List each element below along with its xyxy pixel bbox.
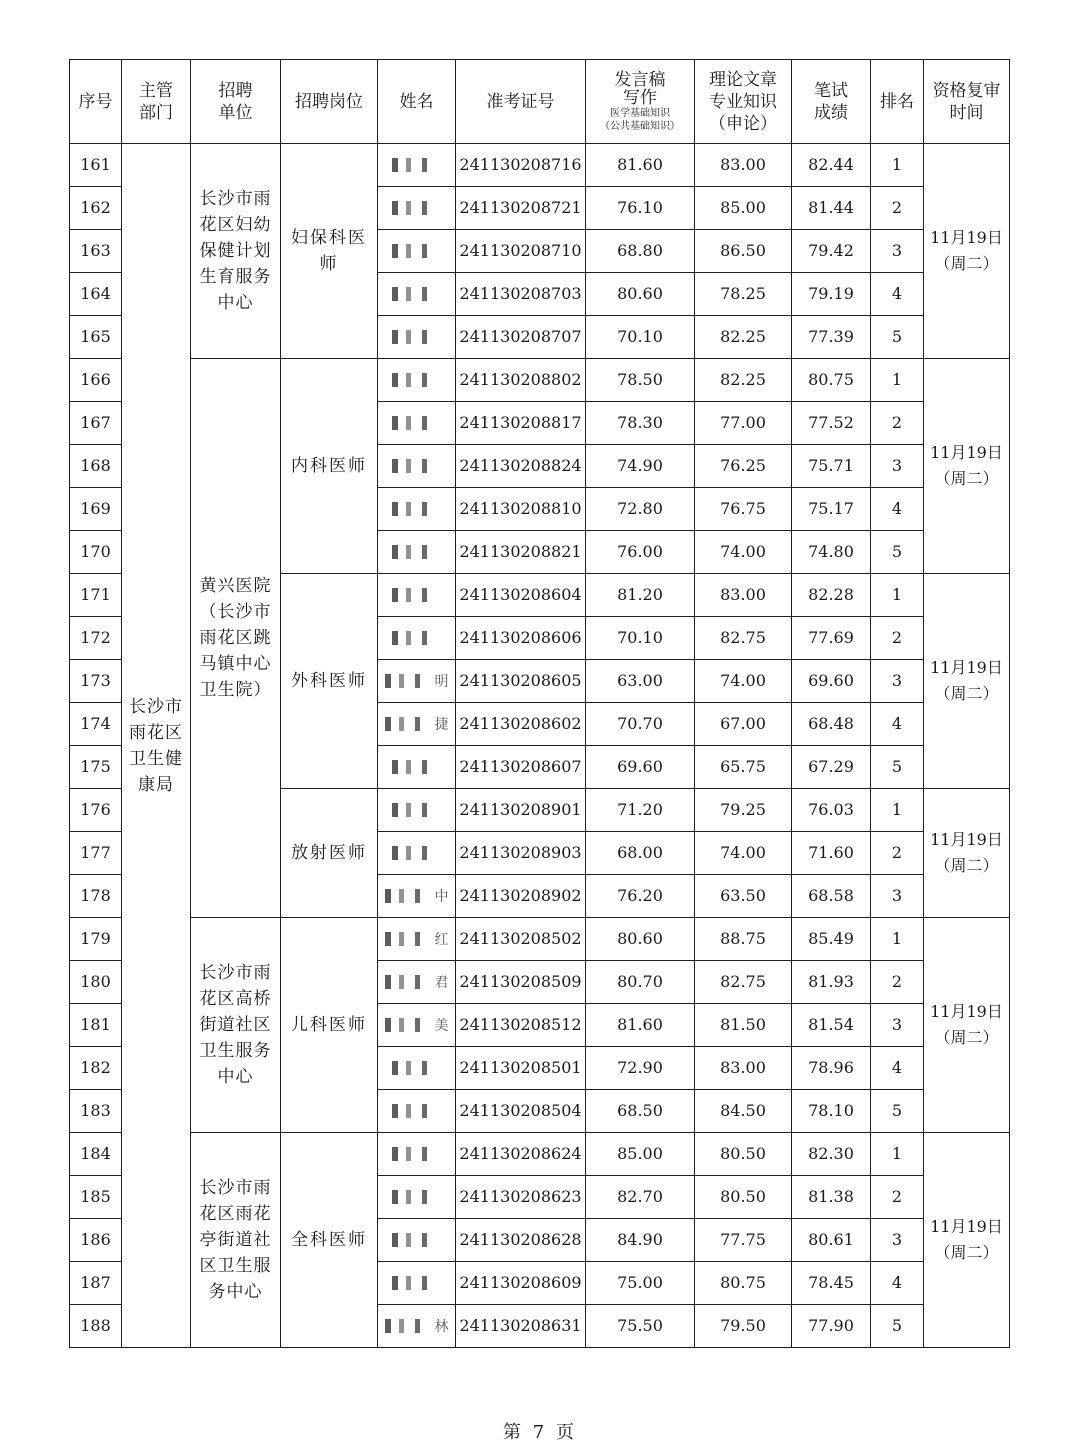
cell-speech-score: 82.70 bbox=[586, 1176, 695, 1219]
cell-no: 178 bbox=[70, 875, 122, 918]
redacted-name-icon bbox=[392, 1104, 440, 1118]
header-name: 姓名 bbox=[378, 60, 456, 144]
cell-speech-score: 80.70 bbox=[586, 961, 695, 1004]
header-written-text: 笔试 成绩 bbox=[814, 80, 848, 123]
cell-written-score: 82.30 bbox=[792, 1133, 871, 1176]
table-row bbox=[70, 144, 1010, 187]
cell-rank: 2 bbox=[871, 402, 924, 445]
cell-ticket: 241130208624 bbox=[456, 1133, 586, 1176]
cell-speech-score: 81.60 bbox=[586, 144, 695, 187]
cell-no: 181 bbox=[70, 1004, 122, 1047]
cell-no: 174 bbox=[70, 703, 122, 746]
cell-no: 182 bbox=[70, 1047, 122, 1090]
cell-written-score: 69.60 bbox=[792, 660, 871, 703]
cell-written-score: 85.49 bbox=[792, 918, 871, 961]
cell-no: 179 bbox=[70, 918, 122, 961]
review-date-cell bbox=[924, 144, 1010, 359]
cell-speech-score: 76.10 bbox=[586, 187, 695, 230]
cell-rank: 4 bbox=[871, 1262, 924, 1305]
cell-theory-score: 78.25 bbox=[695, 273, 792, 316]
cell-written-score: 75.17 bbox=[792, 488, 871, 531]
cell-speech-score: 75.00 bbox=[586, 1262, 695, 1305]
name-cell bbox=[378, 703, 456, 746]
name-cell bbox=[378, 961, 456, 1004]
cell-theory-score: 80.50 bbox=[695, 1176, 792, 1219]
cell-ticket: 241130208710 bbox=[456, 230, 586, 273]
header-unit-text: 招聘 单位 bbox=[218, 80, 253, 123]
unit-cell bbox=[191, 918, 281, 1133]
cell-ticket: 241130208504 bbox=[456, 1090, 586, 1133]
redacted-name-icon bbox=[392, 1276, 440, 1290]
cell-rank: 5 bbox=[871, 531, 924, 574]
redacted-name-icon bbox=[385, 889, 433, 903]
header-unit bbox=[191, 60, 281, 144]
cell-rank: 4 bbox=[871, 488, 924, 531]
cell-speech-score: 71.20 bbox=[586, 789, 695, 832]
header-review-text: 资格复审 时间 bbox=[932, 80, 1001, 123]
name-cell bbox=[378, 1176, 456, 1219]
cell-theory-score: 86.50 bbox=[695, 230, 792, 273]
cell-rank: 3 bbox=[871, 660, 924, 703]
name-cell bbox=[378, 1262, 456, 1305]
cell-written-score: 67.29 bbox=[792, 746, 871, 789]
cell-ticket: 241130208703 bbox=[456, 273, 586, 316]
department-text: 长沙市 雨花区 卫生健 康局 bbox=[129, 696, 183, 795]
cell-no: 161 bbox=[70, 144, 122, 187]
cell-ticket: 241130208605 bbox=[456, 660, 586, 703]
cell-speech-score: 85.00 bbox=[586, 1133, 695, 1176]
cell-speech-score: 76.00 bbox=[586, 531, 695, 574]
cell-no: 163 bbox=[70, 230, 122, 273]
cell-written-score: 74.80 bbox=[792, 531, 871, 574]
cell-written-score: 76.03 bbox=[792, 789, 871, 832]
redacted-name-icon bbox=[392, 1061, 440, 1075]
redacted-name-icon bbox=[385, 1018, 433, 1032]
cell-theory-score: 74.00 bbox=[695, 531, 792, 574]
cell-ticket: 241130208903 bbox=[456, 832, 586, 875]
header-row bbox=[70, 60, 1010, 144]
cell-written-score: 77.69 bbox=[792, 617, 871, 660]
name-cell bbox=[378, 746, 456, 789]
cell-rank: 3 bbox=[871, 1004, 924, 1047]
unit-text: 长沙市雨 花区雨花 亭街道社 区卫生服 务中心 bbox=[199, 1178, 272, 1302]
name-cell bbox=[378, 660, 456, 703]
cell-no: 175 bbox=[70, 746, 122, 789]
cell-speech-score: 81.20 bbox=[586, 574, 695, 617]
name-cell bbox=[378, 1047, 456, 1090]
cell-no: 164 bbox=[70, 273, 122, 316]
name-cell bbox=[378, 273, 456, 316]
position-text: 外科医师 bbox=[291, 671, 367, 691]
position-cell bbox=[281, 918, 378, 1133]
cell-theory-score: 76.25 bbox=[695, 445, 792, 488]
cell-no: 176 bbox=[70, 789, 122, 832]
cell-ticket: 241130208604 bbox=[456, 574, 586, 617]
cell-written-score: 77.39 bbox=[792, 316, 871, 359]
unit-cell bbox=[191, 1133, 281, 1348]
cell-speech-score: 80.60 bbox=[586, 273, 695, 316]
cell-written-score: 79.42 bbox=[792, 230, 871, 273]
cell-rank: 3 bbox=[871, 1219, 924, 1262]
header-dept-text: 主管 部门 bbox=[139, 80, 173, 123]
cell-speech-score: 70.10 bbox=[586, 316, 695, 359]
table-row bbox=[70, 918, 1010, 961]
cell-speech-score: 70.70 bbox=[586, 703, 695, 746]
cell-theory-score: 77.75 bbox=[695, 1219, 792, 1262]
cell-ticket: 241130208607 bbox=[456, 746, 586, 789]
cell-theory-score: 80.75 bbox=[695, 1262, 792, 1305]
cell-no: 171 bbox=[70, 574, 122, 617]
name-cell bbox=[378, 1133, 456, 1176]
cell-rank: 2 bbox=[871, 187, 924, 230]
cell-speech-score: 75.50 bbox=[586, 1305, 695, 1348]
cell-ticket: 241130208902 bbox=[456, 875, 586, 918]
header-theory-text: 理论文章 专业知识 （申论） bbox=[709, 69, 777, 134]
review-date-cell bbox=[924, 359, 1010, 574]
name-visible-char: 捷 bbox=[434, 716, 449, 733]
cell-theory-score: 76.75 bbox=[695, 488, 792, 531]
cell-no: 166 bbox=[70, 359, 122, 402]
name-visible-char: 红 bbox=[434, 931, 449, 948]
cell-ticket: 241130208602 bbox=[456, 703, 586, 746]
cell-theory-score: 74.00 bbox=[695, 832, 792, 875]
cell-theory-score: 83.00 bbox=[695, 144, 792, 187]
cell-ticket: 241130208502 bbox=[456, 918, 586, 961]
cell-speech-score: 84.90 bbox=[586, 1219, 695, 1262]
name-cell bbox=[378, 187, 456, 230]
cell-theory-score: 63.50 bbox=[695, 875, 792, 918]
cell-written-score: 71.60 bbox=[792, 832, 871, 875]
table-row bbox=[70, 1133, 1010, 1176]
header-no: 序号 bbox=[70, 60, 122, 144]
cell-theory-score: 84.50 bbox=[695, 1090, 792, 1133]
cell-speech-score: 81.60 bbox=[586, 1004, 695, 1047]
redacted-name-icon bbox=[392, 803, 440, 817]
review-date-text: 11月19日 （周二） bbox=[930, 1217, 1003, 1262]
cell-written-score: 81.38 bbox=[792, 1176, 871, 1219]
header-review bbox=[924, 60, 1010, 144]
cell-speech-score: 76.20 bbox=[586, 875, 695, 918]
header-speech-main: 发言稿 写作 bbox=[614, 69, 666, 108]
name-cell bbox=[378, 316, 456, 359]
name-cell bbox=[378, 617, 456, 660]
cell-rank: 1 bbox=[871, 789, 924, 832]
cell-ticket: 241130208628 bbox=[456, 1219, 586, 1262]
cell-ticket: 241130208721 bbox=[456, 187, 586, 230]
unit-cell bbox=[191, 359, 281, 918]
review-date-text: 11月19日 （周二） bbox=[930, 228, 1003, 273]
cell-theory-score: 79.25 bbox=[695, 789, 792, 832]
cell-ticket: 241130208623 bbox=[456, 1176, 586, 1219]
cell-rank: 4 bbox=[871, 273, 924, 316]
review-date-text: 11月19日 （周二） bbox=[930, 443, 1003, 488]
cell-rank: 1 bbox=[871, 1133, 924, 1176]
redacted-name-icon bbox=[385, 674, 433, 688]
redacted-name-icon bbox=[385, 1319, 433, 1333]
cell-rank: 4 bbox=[871, 1047, 924, 1090]
redacted-name-icon bbox=[392, 244, 440, 258]
redacted-name-icon bbox=[385, 932, 433, 946]
cell-written-score: 68.48 bbox=[792, 703, 871, 746]
cell-theory-score: 88.75 bbox=[695, 918, 792, 961]
cell-ticket: 241130208810 bbox=[456, 488, 586, 531]
cell-rank: 5 bbox=[871, 1305, 924, 1348]
cell-written-score: 81.44 bbox=[792, 187, 871, 230]
header-speech-sub2: （公共基础知识） bbox=[600, 120, 680, 132]
cell-theory-score: 74.00 bbox=[695, 660, 792, 703]
cell-rank: 1 bbox=[871, 574, 924, 617]
position-cell bbox=[281, 1133, 378, 1348]
name-cell bbox=[378, 1090, 456, 1133]
cell-ticket: 241130208606 bbox=[456, 617, 586, 660]
cell-rank: 5 bbox=[871, 1090, 924, 1133]
cell-written-score: 78.96 bbox=[792, 1047, 871, 1090]
redacted-name-icon bbox=[392, 416, 440, 430]
position-cell bbox=[281, 359, 378, 574]
cell-no: 165 bbox=[70, 316, 122, 359]
cell-speech-score: 69.60 bbox=[586, 746, 695, 789]
cell-rank: 2 bbox=[871, 961, 924, 1004]
redacted-name-icon bbox=[385, 975, 433, 989]
position-text: 放射医师 bbox=[291, 843, 367, 863]
cell-ticket: 241130208631 bbox=[456, 1305, 586, 1348]
name-cell bbox=[378, 789, 456, 832]
cell-no: 167 bbox=[70, 402, 122, 445]
name-cell bbox=[378, 875, 456, 918]
header-written bbox=[792, 60, 871, 144]
position-cell bbox=[281, 144, 378, 359]
redacted-name-icon bbox=[392, 846, 440, 860]
cell-speech-score: 68.00 bbox=[586, 832, 695, 875]
cell-rank: 2 bbox=[871, 1176, 924, 1219]
redacted-name-icon bbox=[392, 1190, 440, 1204]
name-cell bbox=[378, 402, 456, 445]
table-row bbox=[70, 359, 1010, 402]
cell-ticket: 241130208817 bbox=[456, 402, 586, 445]
review-date-cell bbox=[924, 1133, 1010, 1348]
cell-written-score: 78.45 bbox=[792, 1262, 871, 1305]
cell-no: 183 bbox=[70, 1090, 122, 1133]
cell-theory-score: 82.75 bbox=[695, 617, 792, 660]
review-date-text: 11月19日 （周二） bbox=[930, 830, 1003, 875]
name-cell bbox=[378, 531, 456, 574]
cell-rank: 1 bbox=[871, 144, 924, 187]
redacted-name-icon bbox=[392, 158, 440, 172]
cell-no: 173 bbox=[70, 660, 122, 703]
cell-rank: 4 bbox=[871, 703, 924, 746]
cell-written-score: 68.58 bbox=[792, 875, 871, 918]
table-body bbox=[70, 144, 1010, 1348]
cell-speech-score: 78.50 bbox=[586, 359, 695, 402]
review-date-text: 11月19日 （周二） bbox=[930, 658, 1003, 703]
header-position: 招聘岗位 bbox=[281, 60, 378, 144]
name-cell bbox=[378, 230, 456, 273]
redacted-name-icon bbox=[392, 502, 440, 516]
cell-written-score: 75.71 bbox=[792, 445, 871, 488]
cell-written-score: 77.52 bbox=[792, 402, 871, 445]
cell-theory-score: 85.00 bbox=[695, 187, 792, 230]
unit-text: 长沙市雨 花区妇幼 保健计划 生育服务 中心 bbox=[199, 189, 272, 313]
cell-rank: 3 bbox=[871, 230, 924, 273]
cell-ticket: 241130208609 bbox=[456, 1262, 586, 1305]
unit-text: 黄兴医院 （长沙市 雨花区跳 马镇中心 卫生院） bbox=[199, 576, 272, 700]
cell-written-score: 77.90 bbox=[792, 1305, 871, 1348]
cell-no: 170 bbox=[70, 531, 122, 574]
header-speech bbox=[586, 60, 695, 144]
cell-no: 180 bbox=[70, 961, 122, 1004]
cell-theory-score: 80.50 bbox=[695, 1133, 792, 1176]
cell-rank: 1 bbox=[871, 359, 924, 402]
cell-written-score: 80.75 bbox=[792, 359, 871, 402]
name-cell bbox=[378, 1219, 456, 1262]
cell-speech-score: 72.80 bbox=[586, 488, 695, 531]
name-cell bbox=[378, 1004, 456, 1047]
cell-no: 169 bbox=[70, 488, 122, 531]
redacted-name-icon bbox=[392, 760, 440, 774]
name-cell bbox=[378, 445, 456, 488]
position-text: 全科医师 bbox=[291, 1230, 367, 1250]
cell-ticket: 241130208501 bbox=[456, 1047, 586, 1090]
cell-theory-score: 83.00 bbox=[695, 574, 792, 617]
cell-ticket: 241130208509 bbox=[456, 961, 586, 1004]
header-speech-sub1: 医学基础知识 bbox=[610, 107, 670, 119]
cell-written-score: 82.44 bbox=[792, 144, 871, 187]
cell-theory-score: 77.00 bbox=[695, 402, 792, 445]
cell-no: 186 bbox=[70, 1219, 122, 1262]
cell-rank: 1 bbox=[871, 918, 924, 961]
redacted-name-icon bbox=[392, 287, 440, 301]
unit-cell bbox=[191, 144, 281, 359]
name-visible-char: 中 bbox=[434, 888, 449, 905]
cell-ticket: 241130208821 bbox=[456, 531, 586, 574]
cell-speech-score: 78.30 bbox=[586, 402, 695, 445]
cell-written-score: 81.54 bbox=[792, 1004, 871, 1047]
redacted-name-icon bbox=[392, 545, 440, 559]
name-visible-char: 美 bbox=[434, 1017, 449, 1034]
cell-rank: 3 bbox=[871, 875, 924, 918]
review-date-text: 11月19日 （周二） bbox=[930, 1002, 1003, 1047]
cell-theory-score: 65.75 bbox=[695, 746, 792, 789]
redacted-name-icon bbox=[392, 373, 440, 387]
cell-theory-score: 79.50 bbox=[695, 1305, 792, 1348]
name-cell bbox=[378, 832, 456, 875]
review-date-cell bbox=[924, 789, 1010, 918]
results-table bbox=[69, 59, 1010, 1348]
header-rank: 排名 bbox=[871, 60, 924, 144]
unit-text: 长沙市雨 花区高桥 街道社区 卫生服务 中心 bbox=[199, 963, 272, 1087]
cell-ticket: 241130208707 bbox=[456, 316, 586, 359]
cell-theory-score: 67.00 bbox=[695, 703, 792, 746]
cell-rank: 2 bbox=[871, 832, 924, 875]
position-cell bbox=[281, 789, 378, 918]
cell-written-score: 81.93 bbox=[792, 961, 871, 1004]
cell-ticket: 241130208802 bbox=[456, 359, 586, 402]
redacted-name-icon bbox=[392, 588, 440, 602]
cell-rank: 3 bbox=[871, 445, 924, 488]
cell-speech-score: 80.60 bbox=[586, 918, 695, 961]
cell-no: 162 bbox=[70, 187, 122, 230]
position-text: 妇保科医 师 bbox=[291, 228, 367, 274]
cell-no: 177 bbox=[70, 832, 122, 875]
redacted-name-icon bbox=[392, 459, 440, 473]
name-cell bbox=[378, 1305, 456, 1348]
name-visible-char: 明 bbox=[434, 673, 449, 690]
department-cell bbox=[122, 144, 191, 1348]
position-text: 儿科医师 bbox=[291, 1015, 367, 1035]
cell-speech-score: 70.10 bbox=[586, 617, 695, 660]
header-ticket: 准考证号 bbox=[456, 60, 586, 144]
cell-ticket: 241130208512 bbox=[456, 1004, 586, 1047]
cell-no: 187 bbox=[70, 1262, 122, 1305]
cell-rank: 5 bbox=[871, 746, 924, 789]
cell-speech-score: 63.00 bbox=[586, 660, 695, 703]
cell-written-score: 78.10 bbox=[792, 1090, 871, 1133]
cell-rank: 5 bbox=[871, 316, 924, 359]
cell-no: 172 bbox=[70, 617, 122, 660]
cell-theory-score: 82.75 bbox=[695, 961, 792, 1004]
cell-speech-score: 68.50 bbox=[586, 1090, 695, 1133]
cell-written-score: 82.28 bbox=[792, 574, 871, 617]
cell-theory-score: 83.00 bbox=[695, 1047, 792, 1090]
cell-written-score: 80.61 bbox=[792, 1219, 871, 1262]
cell-speech-score: 72.90 bbox=[586, 1047, 695, 1090]
cell-speech-score: 68.80 bbox=[586, 230, 695, 273]
position-text: 内科医师 bbox=[291, 456, 367, 476]
name-visible-char: 林 bbox=[434, 1318, 449, 1335]
cell-ticket: 241130208901 bbox=[456, 789, 586, 832]
review-date-cell bbox=[924, 918, 1010, 1133]
name-cell bbox=[378, 488, 456, 531]
redacted-name-icon bbox=[392, 330, 440, 344]
redacted-name-icon bbox=[392, 1147, 440, 1161]
review-date-cell bbox=[924, 574, 1010, 789]
header-dept bbox=[122, 60, 191, 144]
cell-theory-score: 82.25 bbox=[695, 316, 792, 359]
redacted-name-icon bbox=[392, 631, 440, 645]
cell-no: 188 bbox=[70, 1305, 122, 1348]
name-cell bbox=[378, 574, 456, 617]
cell-speech-score: 74.90 bbox=[586, 445, 695, 488]
header-theory bbox=[695, 60, 792, 144]
position-cell bbox=[281, 574, 378, 789]
cell-no: 184 bbox=[70, 1133, 122, 1176]
cell-no: 185 bbox=[70, 1176, 122, 1219]
cell-theory-score: 81.50 bbox=[695, 1004, 792, 1047]
cell-no: 168 bbox=[70, 445, 122, 488]
page-number: 第 7 页 bbox=[503, 1422, 577, 1443]
redacted-name-icon bbox=[385, 717, 433, 731]
name-cell bbox=[378, 359, 456, 402]
cell-written-score: 79.19 bbox=[792, 273, 871, 316]
name-cell bbox=[378, 918, 456, 961]
redacted-name-icon bbox=[392, 1233, 440, 1247]
redacted-name-icon bbox=[392, 201, 440, 215]
cell-ticket: 241130208824 bbox=[456, 445, 586, 488]
cell-theory-score: 82.25 bbox=[695, 359, 792, 402]
name-visible-char: 君 bbox=[434, 974, 449, 991]
cell-ticket: 241130208716 bbox=[456, 144, 586, 187]
cell-rank: 2 bbox=[871, 617, 924, 660]
name-cell bbox=[378, 144, 456, 187]
